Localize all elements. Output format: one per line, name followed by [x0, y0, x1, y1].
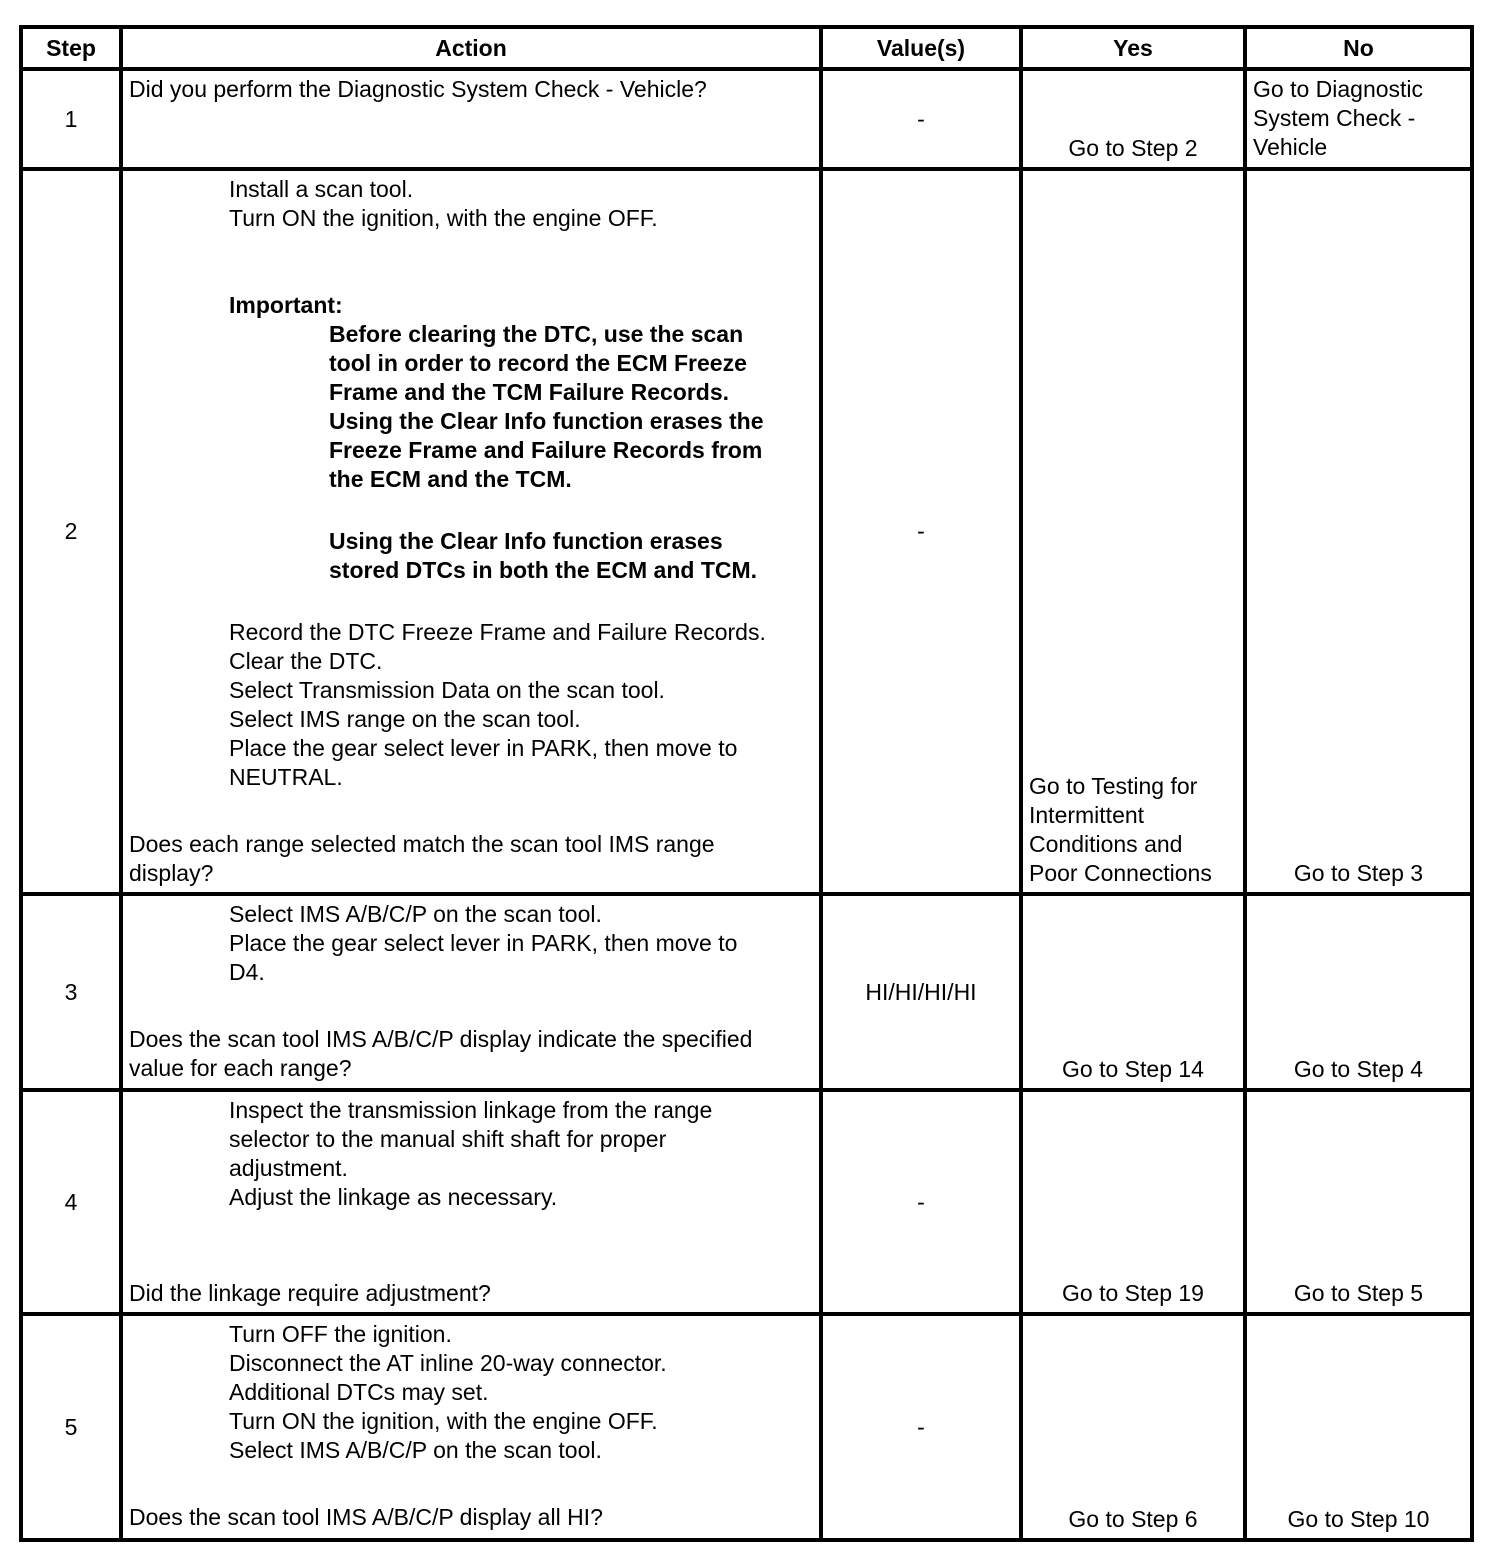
action-line: Select IMS A/B/C/P on the scan tool.: [229, 1437, 602, 1463]
action-question: Does each range selected match the scan tool IMS range: [129, 831, 715, 857]
action-line: Select IMS A/B/C/P on the scan tool.: [229, 901, 602, 927]
action-line: D4.: [229, 959, 265, 985]
important-line: the ECM and the TCM.: [329, 466, 572, 492]
important-line: Freeze Frame and Failure Records from: [329, 437, 763, 463]
yes-text: Go to Step 19: [1062, 1280, 1204, 1306]
yes-cell: [1021, 1314, 1245, 1540]
no-line: Go to Diagnostic: [1253, 76, 1424, 102]
action-line: Place the gear select lever in PARK, then move to: [229, 930, 738, 956]
yes-text: Go to Step 14: [1062, 1056, 1204, 1082]
header-action: Action: [121, 27, 821, 69]
table-row: [21, 69, 1472, 169]
action-cell: [121, 169, 821, 894]
important-line: Before clearing the DTC, use the scan: [329, 321, 744, 347]
action-question: Does the scan tool IMS A/B/C/P display all HI?: [129, 1504, 603, 1530]
no-text: Go to Step 4: [1293, 1056, 1424, 1082]
no-line: System Check -: [1253, 105, 1416, 131]
action-line: selector to the manual shift shaft for proper: [229, 1126, 667, 1152]
table-row: [21, 169, 1472, 894]
yes-cell: [1021, 1090, 1245, 1314]
no-cell: [1245, 69, 1472, 169]
value-cell: -: [821, 169, 1021, 894]
table-row: [21, 894, 1472, 1090]
no-text: Go to Step 5: [1293, 1280, 1424, 1306]
value-cell: -: [821, 1314, 1021, 1540]
action-cell: [121, 894, 821, 1090]
yes-line: Go to Testing for: [1029, 773, 1198, 799]
important-label: Important:: [229, 292, 343, 318]
action-line: Disconnect the AT inline 20-way connector.: [229, 1350, 667, 1376]
action-question: value for each range?: [129, 1055, 352, 1081]
diagnostic-table: [19, 25, 1474, 1542]
header-no: No: [1245, 27, 1472, 69]
header-row: [21, 27, 1472, 69]
no-text: Go to Step 3: [1293, 860, 1424, 886]
important-line: Using the Clear Info function erases the: [329, 408, 764, 434]
action-line: Select IMS range on the scan tool.: [229, 706, 581, 732]
action-cell: [121, 1314, 821, 1540]
value-cell: -: [821, 69, 1021, 169]
yes-text: Go to Step 2: [1068, 135, 1198, 161]
step-number: 1: [21, 69, 121, 169]
action-question: Did the linkage require adjustment?: [129, 1280, 491, 1306]
action-line: Record the DTC Freeze Frame and Failure Records.: [229, 619, 766, 645]
action-line: Install a scan tool.: [229, 176, 414, 202]
important-line: stored DTCs in both the ECM and TCM.: [329, 557, 758, 583]
action-question: Did you perform the Diagnostic System Check - Vehicle?: [129, 76, 707, 102]
action-line: Turn ON the ignition, with the engine OFF.: [229, 205, 658, 231]
table-row: [21, 1314, 1472, 1540]
no-line: Vehicle: [1253, 134, 1328, 160]
step-number: 5: [21, 1314, 121, 1540]
yes-cell: [1021, 169, 1245, 894]
value-cell: -: [821, 1090, 1021, 1314]
action-line: Turn OFF the ignition.: [229, 1321, 452, 1347]
action-line: Clear the DTC.: [229, 648, 383, 674]
yes-cell: [1021, 894, 1245, 1090]
no-cell: [1245, 1314, 1472, 1540]
yes-text: Go to Step 6: [1068, 1506, 1198, 1532]
step-number: 3: [21, 894, 121, 1090]
important-line: Frame and the TCM Failure Records.: [329, 379, 730, 405]
table-row: [21, 1090, 1472, 1314]
action-question: Does the scan tool IMS A/B/C/P display indicate the specified: [129, 1026, 753, 1052]
no-cell: [1245, 894, 1472, 1090]
action-line: Adjust the linkage as necessary.: [229, 1184, 558, 1210]
action-question: display?: [129, 860, 214, 886]
yes-line: Intermittent: [1029, 802, 1145, 828]
no-text: Go to Step 10: [1287, 1506, 1430, 1532]
action-line: NEUTRAL.: [229, 764, 343, 790]
value-cell: HI/HI/HI/HI: [821, 894, 1021, 1090]
yes-line: Poor Connections: [1029, 860, 1212, 886]
no-cell: [1245, 169, 1472, 894]
action-line: Inspect the transmission linkage from the range: [229, 1097, 713, 1123]
header-yes: Yes: [1021, 27, 1245, 69]
yes-line: Conditions and: [1029, 831, 1183, 857]
no-cell: [1245, 1090, 1472, 1314]
step-number: 4: [21, 1090, 121, 1314]
important-line: Using the Clear Info function erases: [329, 528, 723, 554]
action-line: Additional DTCs may set.: [229, 1379, 489, 1405]
action-line: adjustment.: [229, 1155, 348, 1181]
action-line: Select Transmission Data on the scan tool.: [229, 677, 665, 703]
action-cell: [121, 1090, 821, 1314]
action-line: Turn ON the ignition, with the engine OFF.: [229, 1408, 658, 1434]
important-line: tool in order to record the ECM Freeze: [329, 350, 747, 376]
action-line: Place the gear select lever in PARK, then move to: [229, 735, 738, 761]
header-step: Step: [21, 27, 121, 69]
yes-cell: [1021, 69, 1245, 169]
action-cell: [121, 69, 821, 169]
step-number: 2: [21, 169, 121, 894]
header-values: Value(s): [821, 27, 1021, 69]
